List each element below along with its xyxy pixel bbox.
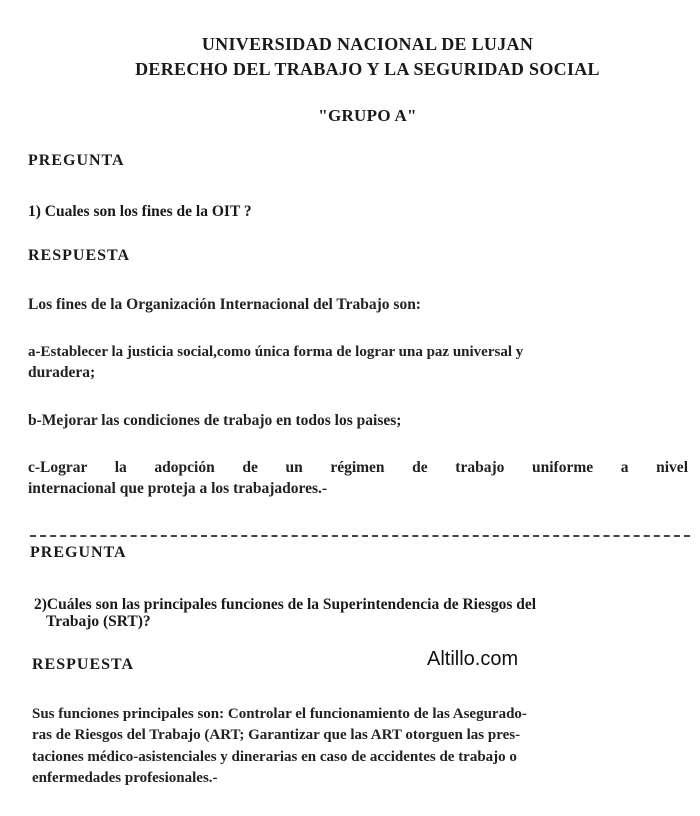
university-title: UNIVERSIDAD NACIONAL DE LUJAN xyxy=(201,34,534,54)
question-2-label: PREGUNTA xyxy=(30,544,127,561)
answer-1-item-b: b-Mejorar las condiciones de trabajo en todos los paises; xyxy=(28,412,402,429)
question-1-label: PREGUNTA xyxy=(28,152,125,169)
question-2-text-line2: Trabajo (SRT)? xyxy=(46,613,151,630)
answer-2-line2: ras de Riesgos del Trabajo (ART; Garantizar que las ART otorguen las pres- xyxy=(32,727,521,743)
answer-2-label: RESPUESTA xyxy=(32,656,135,673)
question-1-text: 1) Cuales son los fines de la OIT ? xyxy=(28,203,252,220)
watermark: Altillo.com xyxy=(427,648,519,670)
answer-2-line3: taciones médico-asistenciales y dinerarias en caso de accidentes de trabajo o xyxy=(32,749,517,765)
group-title: "GRUPO A" xyxy=(318,106,417,125)
answer-1-intro: Los fines de la Organización Internacional del Trabajo son: xyxy=(28,296,421,313)
section-divider xyxy=(30,535,690,537)
answer-1-item-c-line2: internacional que proteja a los trabajadores.- xyxy=(28,480,328,497)
answer-1-item-a-line1: a-Establecer la justicia social,como única forma de lograr una paz universal y xyxy=(28,344,524,360)
question-2-text-line1: 2)Cuáles son las principales funciones de la Superintendencia de Riesgos del xyxy=(34,596,537,613)
answer-1-item-c-line1: c-Lograr la adopción de un régimen de trabajo uniforme a nivel xyxy=(28,459,688,476)
answer-1-item-a-line2: duradera; xyxy=(28,364,96,381)
answer-1-label: RESPUESTA xyxy=(28,247,131,264)
course-title: DERECHO DEL TRABAJO Y LA SEGURIDAD SOCIAL xyxy=(135,59,600,79)
answer-2-line1: Sus funciones principales son: Controlar el funcionamiento de las Asegurado- xyxy=(32,706,527,722)
answer-2-line4: enfermedades profesionales.- xyxy=(32,770,218,786)
